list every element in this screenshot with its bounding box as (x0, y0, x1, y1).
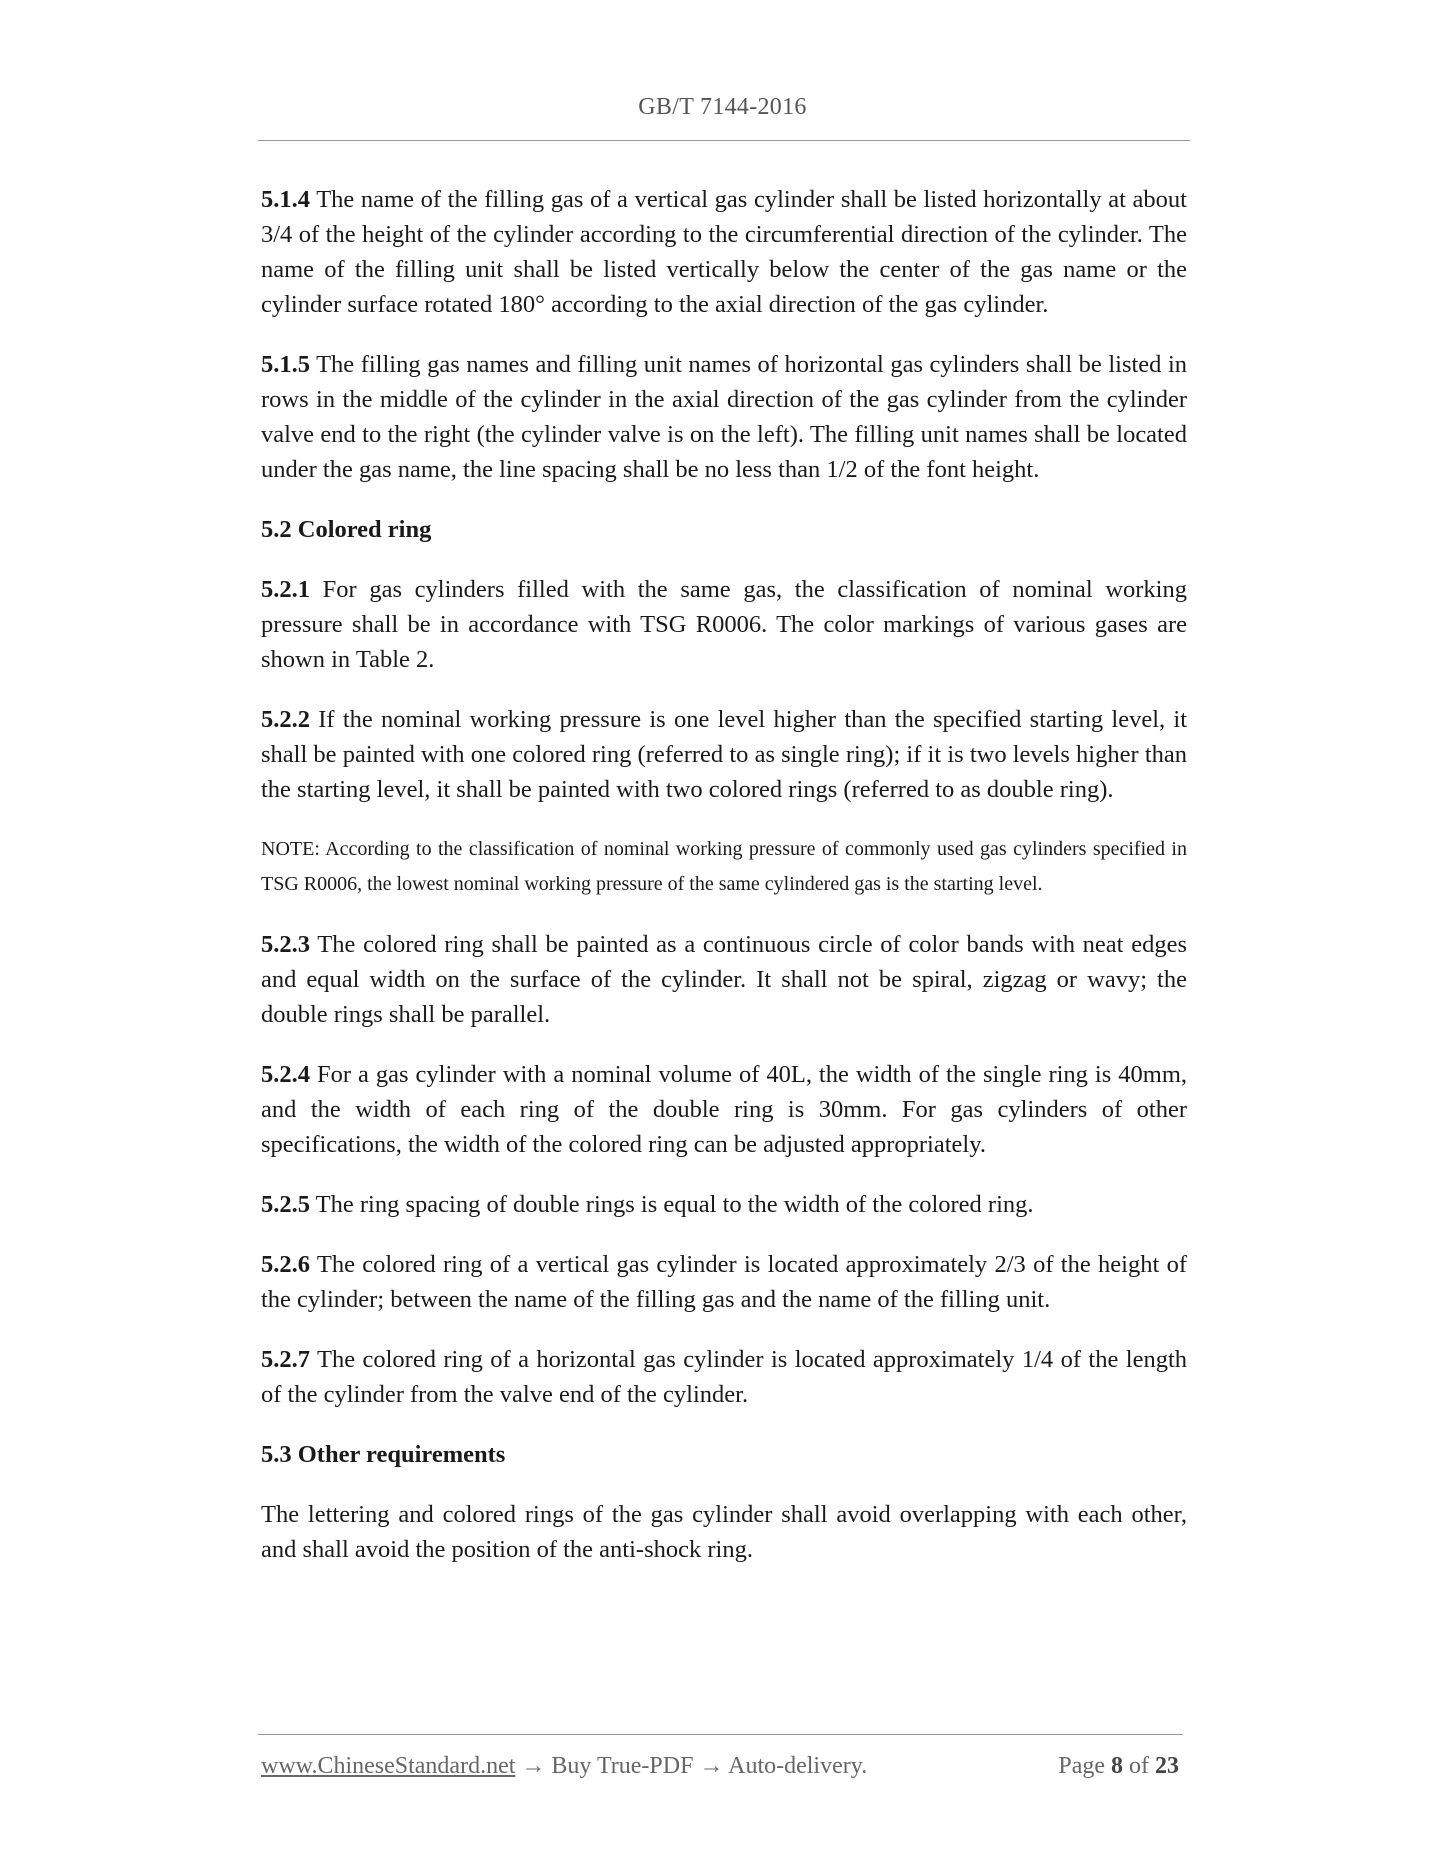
footer-divider (258, 1734, 1183, 1735)
clause-number: 5.2.2 (261, 706, 310, 733)
clause-number: 5.2.3 (261, 931, 310, 958)
clause-5-1-4 (261, 182, 1187, 322)
clause-number: 5.2.6 (261, 1251, 310, 1278)
footer-promo (261, 1753, 867, 1780)
clause-number: 5.1.5 (261, 351, 310, 378)
clause-5-2-1 (261, 572, 1187, 677)
clause-number: 5.1.4 (261, 186, 310, 213)
clause-5-2-6 (261, 1247, 1187, 1317)
website-link[interactable]: www.ChineseStandard.net (261, 1753, 516, 1779)
clause-text: The name of the filling gas of a vertical gas cylinder shall be listed horizontally at about 3/4 of the height of the cylinder according to the circumferential direction of the cylinder. The name of the filling unit shall be listed vertically below the center of the gas name or the cylinder surface rotated 180° according to the axial direction of the gas cylinder. (261, 186, 1187, 318)
page-content (261, 182, 1187, 1592)
clause-number: 5.2.4 (261, 1061, 310, 1088)
clause-5-3-text: The lettering and colored rings of the gas cylinder shall avoid overlapping with each other, and shall avoid the position of the anti-shock ring. (261, 1501, 1187, 1563)
page-number: 8 (1111, 1753, 1123, 1779)
clause-text: If the nominal working pressure is one level higher than the specified starting level, it shall be painted with one colored ring (referred to as single ring); if it is two levels higher than the starting level, it shall be painted with two colored rings (referred to as double ring). (261, 706, 1187, 803)
note-paragraph: NOTE: According to the classification of nominal working pressure of commonly used gas cylinders specified in TSG R0006, the lowest nominal working pressure of the same cylindered gas is the starting level. (261, 838, 1187, 895)
clause-number: 5.2.7 (261, 1346, 310, 1373)
clause-5-2-7 (261, 1342, 1187, 1412)
clause-text: The colored ring shall be painted as a continuous circle of color bands with neat edges and equal width on the surface of the cylinder. It shall not be spiral, zigzag or wavy; the double rings shall be parallel. (261, 931, 1187, 1028)
footer-promo-text: → Buy True-PDF → Auto-delivery. (515, 1753, 868, 1779)
section-heading-5-2: 5.2 Colored ring (261, 516, 432, 543)
document-header (0, 94, 1445, 121)
of-label: of (1123, 1753, 1155, 1779)
page-label: Page (1058, 1753, 1111, 1779)
clause-text: For gas cylinders filled with the same gas, the classification of nominal working pressure shall be in accordance with TSG R0006. The color markings of various gases are shown in Table 2. (261, 576, 1187, 673)
section-heading-5-3: 5.3 Other requirements (261, 1441, 506, 1468)
clause-5-2-5 (261, 1187, 1187, 1222)
clause-number: 5.2.5 (261, 1191, 310, 1218)
clause-text: The ring spacing of double rings is equal to the width of the colored ring. (310, 1191, 1034, 1218)
clause-text: The colored ring of a vertical gas cylinder is located approximately 2/3 of the height of the cylinder; between the name of the filling gas and the name of the filling unit. (261, 1251, 1187, 1313)
clause-text: The colored ring of a horizontal gas cylinder is located approximately 1/4 of the length of the cylinder from the valve end of the cylinder. (261, 1346, 1187, 1408)
clause-5-2-3 (261, 927, 1187, 1032)
clause-5-1-5 (261, 347, 1187, 487)
clause-text: The filling gas names and filling unit names of horizontal gas cylinders shall be listed in rows in the middle of the cylinder in the axial direction of the gas cylinder from the cylinder valve end to the right (the cylinder valve is on the left). The filling unit names shall be located under the gas name, the line spacing shall be no less than 1/2 of the font height. (261, 351, 1187, 483)
clause-text: For a gas cylinder with a nominal volume of 40L, the width of the single ring is 40mm, and the width of each ring of the double ring is 30mm. For gas cylinders of other specifications, the width of the colored ring can be adjusted appropriately. (261, 1061, 1187, 1158)
page-indicator (1058, 1753, 1179, 1780)
standard-number: GB/T 7144-2016 (638, 94, 807, 120)
header-divider (258, 140, 1190, 141)
clause-5-2-2 (261, 702, 1187, 807)
page-total: 23 (1155, 1753, 1179, 1779)
clause-5-2-4 (261, 1057, 1187, 1162)
clause-number: 5.2.1 (261, 576, 310, 603)
